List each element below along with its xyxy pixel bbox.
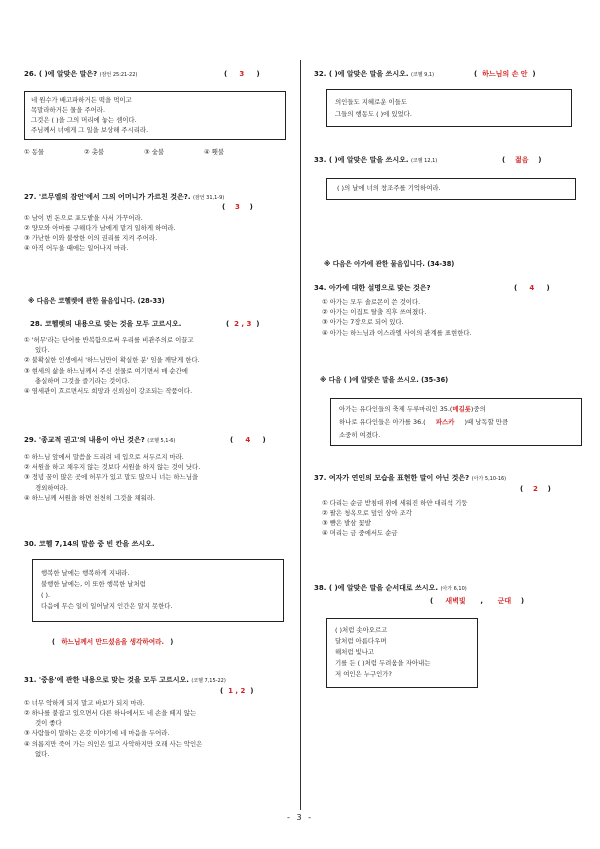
box-line: ( ). xyxy=(41,591,51,600)
question-title: '르무엘의 잠언'에서 그의 어머니가 가르친 것은?. xyxy=(38,193,191,201)
option-continued: 경외하여라. xyxy=(35,483,68,492)
option: ② 하나를 붙잡고 있으면서 다른 하나에서도 네 손을 떼지 않는 xyxy=(24,708,197,717)
box-line: 해처럼 빛나고 xyxy=(335,647,375,656)
scripture-box xyxy=(32,559,284,622)
option: ④ 아가는 하느님과 이스라엘 사이의 관계를 표현한다. xyxy=(322,328,472,337)
option: ② 팔은 청옥으로 덮인 상아 조각 xyxy=(322,508,412,517)
question-number: 38. xyxy=(314,584,327,592)
question-29: 29. '종교적 권고'의 내용이 아닌 것은? (코헬 5,1-6) ( 4 ) ① 하느님 앞에서 말씀을 드리려 네 입으로 서두르지 마라. ② 서원을 하고 채우지 않는 것보다 서원을 하지 않는 것이 낫다. ③ 정녕 꿈이 많은 곳에 허무가 있고 말도 많으니 너는 하느님을 경외하여라. ④ 하느님께 서원을 하면 천천히 그것을 채워라. xyxy=(24,436,286,503)
answer: 2 xyxy=(532,484,538,493)
option: ④ 하느님께 서원을 하면 천천히 그것을 채워라. xyxy=(24,493,156,502)
question-title: 여자가 연인의 모습을 표현한 말이 아닌 것은? xyxy=(328,474,470,482)
option: ③ 뺨은 발삼 꽃밭 xyxy=(322,519,371,527)
scripture-box xyxy=(326,618,478,688)
scripture-box xyxy=(24,91,286,141)
option-continued: 충실하며 그것을 즐기라는 것이다. xyxy=(35,376,130,385)
answer: 3 xyxy=(234,202,240,211)
question-number: 30. xyxy=(24,540,37,548)
scripture-ref: (코헬 7,15-22) xyxy=(191,678,226,684)
question-30 xyxy=(24,540,286,646)
question-title: ( )에 알맞은 말은? xyxy=(38,70,98,78)
option-continued: 것이 좋다 xyxy=(35,719,62,727)
question-title: '종교적 권고'의 내용이 아닌 것은? xyxy=(38,436,145,444)
option: ③ 사람들이 말하는 온갖 이야기에 네 마음을 두어라. xyxy=(24,729,170,738)
option: ① 아가는 모두 솔로몬이 쓴 것이다. xyxy=(322,297,421,306)
scripture-box xyxy=(326,178,576,200)
answer: 4 xyxy=(245,436,251,444)
option: ② 촛불 xyxy=(84,148,105,157)
question-number: 31. xyxy=(24,676,37,684)
box-line: 불행한 날에는, 이 또한 행복한 날처럼 xyxy=(41,579,146,588)
scripture-box xyxy=(326,89,572,127)
option: ① 다리는 순금 받침대 위에 세워진 하얀 대리석 기둥 xyxy=(322,498,468,507)
scripture-ref: (코헬 5,1-6) xyxy=(147,438,176,444)
question-33: 33. ( )에 알맞은 말을 쓰시오. (코헬 12,1) ( 젊음 ) ( )의 날에 너의 창조주를 기억하여라. xyxy=(314,156,576,200)
question-28: 28. 코헬렛의 내용으로 맞는 것을 모두 고르시오. ( 2 , 3 ) ① '허무'라는 단어를 반복함으로써 우리를 비관주의로 이끌고 있다. ② 불확실한 인생에서 '하느님만이 확실한 분' 임을 깨닫게 한다. ③ 현세의 삶을 하느님께서 주신 선물로 여기면서 매 순간에 충실하며 그것을 즐기라는 것이다. ④ 염세관이 흐르면서도 희망과 신뢰심이 강조되는 작품이다. xyxy=(30,320,292,396)
answer-2: 군대 xyxy=(497,596,512,605)
scripture-ref: (아가 6,10) xyxy=(440,586,467,592)
section-note: ※ 다음 ( )에 알맞은 말을 쓰시오. (35-36) xyxy=(320,376,449,384)
box-line: 주님께서 너에게 그 일을 보상해 주시리라. xyxy=(31,125,149,134)
scripture-ref: (잠언 25:21-22) xyxy=(99,72,138,78)
answer-35: 메길롯 xyxy=(452,405,471,413)
section-note: ※ 다음은 아가에 관한 물음입니다. (34-38) xyxy=(324,260,455,268)
option: ④ 의롭지만 죽어 가는 의인은 있고 사악하지만 오래 사는 악인은 xyxy=(24,739,203,748)
question-title: 아가에 대한 설명으로 맞는 것은? xyxy=(328,284,431,292)
question-title: ( )에 알맞은 말을 순서대로 쓰시오. xyxy=(328,584,438,592)
option: ④ 머리는 금 중에서도 순금 xyxy=(322,529,398,538)
option: ① 하느님 앞에서 말씀을 드리려 네 입으로 서두르지 마라. xyxy=(24,452,184,461)
box-line: 그들의 행동도 ( )에 있었다. xyxy=(335,109,412,118)
option: ③ 정녕 꿈이 많은 곳에 허무가 있고 말도 많으니 너는 하느님을 xyxy=(24,473,199,482)
question-title: 코헬렛의 내용으로 맞는 것을 모두 고르시오. xyxy=(44,320,182,328)
box-line: 네 원수가 배고파하거든 떡을 먹이고 xyxy=(31,95,132,104)
option: ② 양모와 아마를 구해다가 남에게 맡겨 일하게 하여라. xyxy=(24,223,176,232)
options xyxy=(24,148,286,156)
answer: 하느님께서 만드셨음을 생각하여라. xyxy=(61,637,164,646)
question-34: 34. 아가에 대한 설명으로 맞는 것은? ( 4 ) ① 아가는 모두 솔로몬이 쓴 것이다. ② 아가는 이집트 탈출 직후 쓰여졌다. ③ 아가는 7장으로 되어 있다. ④ 아가는 하느님과 이스라엘 사이의 관계를 표현한다. xyxy=(314,284,576,338)
option: ② 서원을 하고 채우지 않는 것보다 서원을 하지 않는 것이 낫다. xyxy=(24,463,201,471)
option-continued: 없다. xyxy=(35,749,50,758)
box-line: 의인들도 지혜로운 이들도 xyxy=(335,97,407,106)
question-31: 31. '중용'에 관한 내용으로 맞는 것을 모두 고르시오. (코헬 7,15-22) ( 1 , 2 ) ① 너무 악하게 되지 말고 바보가 되지 마라. ② 하나를 붙잡고 있으면서 다른 하나에서도 네 손을 떼지 않는 것이 좋다 ③ 사람들이 말하는 온갖 이야기에 네 마음을 두어라. ④ 의롭지만 죽어 가는 의인은 있고 사악하지만 오래 사는 악인은 없다. xyxy=(24,676,286,759)
option: ① 동물 xyxy=(24,148,45,157)
fill-in-box: 아가는 유다인들의 축제 두루마리인 35.(메길롯)중의 하나로 유다인들은 아가를 36.( 파스카 )때 낭독할 만큼 소중히 여겼다. xyxy=(330,398,582,446)
scripture-ref: (아가 5,10-16) xyxy=(471,476,507,482)
box-line: 달처럼 아름다우며 xyxy=(335,636,387,645)
box-line: 행복한 날에는 행복하게 지내라. xyxy=(41,568,130,577)
question-title: 코헬 7,14의 말씀 중 빈 칸을 쓰시오. xyxy=(38,540,155,548)
column-divider xyxy=(300,60,301,810)
option: ③ 현세의 삶을 하느님께서 주신 선물로 여기면서 매 순간에 xyxy=(24,366,188,375)
option: ④ 염세관이 흐르면서도 희망과 신뢰심이 강조되는 작품이다. xyxy=(24,387,193,395)
scripture-ref: (코헬 9,1) xyxy=(410,72,435,78)
question-26: 26. ( )에 알맞은 말은? (잠언 25:21-22) ( 3 ) 네 원수가 배고파하거든 떡을 먹이고 목말라하거든 물을 주어라. 그것은 ( )을 그의 머리에 놓는 셈이다. 주님께서 너에게 그 일을 보상해 주시리라. ① 동물 ② 촛불 ③ 숯불 ④ 횃불 xyxy=(24,70,286,156)
question-title: ( )에 알맞은 말을 쓰시오. xyxy=(328,70,409,78)
scripture-ref: (잠언 31,1-9) xyxy=(192,195,225,201)
question-number: 26. xyxy=(24,70,37,78)
box-line: 기를 든 ( )처럼 두려움을 자아내는 xyxy=(335,659,431,668)
answer: 젊음 xyxy=(514,156,529,164)
answer: 2 , 3 xyxy=(234,320,252,328)
box-line: 저 여인은 누구인가? xyxy=(335,670,392,679)
question-35-36 xyxy=(314,398,576,446)
box-line: ( )처럼 솟아오르고 xyxy=(335,625,388,634)
question-title: '중용'에 관한 내용으로 맞는 것을 모두 고르시오. xyxy=(38,676,189,684)
option: ④ 횃불 xyxy=(204,148,225,157)
option-continued: 있다. xyxy=(35,346,50,354)
option: ③ 숯불 xyxy=(144,148,165,157)
question-32: 32. ( )에 알맞은 말을 쓰시오. (코헬 9,1) ( 하느님의 손 안 ) 의인들도 지혜로운 이들도 그들의 행동도 ( )에 있었다. xyxy=(314,70,576,127)
question-number: 29. xyxy=(24,436,37,444)
box-line: 목말라하거든 물을 주어라. xyxy=(31,105,106,114)
question-27: 27. '르무엘의 잠언'에서 그의 어머니가 가르친 것은?. (잠언 31,1-9) ( 3 ) ① 남이 번 돈으로 포도밭을 사서 가꾸어라. ② 양모와 아마를 구해다가 남에게 맡겨 일하게 하여라. ③ 가난한 이와 불쌍한 이의 권리를 지켜 주어라. ④ 아직 어두울 때에는 일어나지 마라. xyxy=(24,193,286,254)
question-number: 34. xyxy=(314,284,327,292)
option: ② 아가는 이집트 탈출 직후 쓰여졌다. xyxy=(322,308,427,316)
answer-36: 파스카 xyxy=(435,417,455,426)
answer: 하느님의 손 안 xyxy=(482,70,528,78)
box-line: 그것은 ( )을 그의 머리에 놓는 셈이다. xyxy=(31,115,137,124)
answer: 3 xyxy=(239,70,245,78)
question-37: 37. 여자가 연인의 모습을 표현한 말이 아닌 것은? (아가 5,10-16) ( 2 ) ① 다리는 순금 받침대 위에 세워진 하얀 대리석 기둥 ② 팔은 청옥으로 덮인 상아 조각 ③ 뺨은 발삼 꽃밭 ④ 머리는 금 중에서도 순금 xyxy=(314,474,576,539)
scripture-ref: (코헬 12,1) xyxy=(410,158,438,164)
option: ④ 아직 어두울 때에는 일어나지 마라. xyxy=(24,244,129,253)
answer: 1 , 2 xyxy=(228,686,246,695)
option: ② 불확실한 인생에서 '하느님만이 확실한 분' 임을 깨닫게 한다. xyxy=(24,356,200,365)
question-number: 27. xyxy=(24,193,37,201)
option: ③ 가난한 이와 불쌍한 이의 권리를 지켜 주어라. xyxy=(24,234,158,242)
page-number: - 3 - xyxy=(287,813,313,822)
option: ① 너무 악하게 되지 말고 바보가 되지 마라. xyxy=(24,698,145,707)
question-title: ( )에 알맞은 말을 쓰시오. xyxy=(328,156,409,164)
box-line: ( )의 날에 너의 창조주를 기억하여라. xyxy=(337,183,441,192)
question-number: 33. xyxy=(314,156,327,164)
question-38: 38. ( )에 알맞은 말을 순서대로 쓰시오. (아가 6,10) ( 새벽빛 , 군대 ) ( )처럼 솟아오르고 달처럼 아름다우며 해처럼 빛나고 기를 든 ( )처럼 두려움을 자아내는 저 여인은 누구인가? xyxy=(314,584,576,688)
section-note: ※ 다음은 코헬렛에 관한 물음입니다. (28-33) xyxy=(28,297,165,305)
answer-1: 새벽빛 xyxy=(445,596,466,605)
question-number: 28. xyxy=(30,320,43,328)
option: ③ 아가는 7장으로 되어 있다. xyxy=(322,318,404,327)
question-number: 32. xyxy=(314,70,327,78)
question-number: 37. xyxy=(314,474,327,482)
option: ① 남이 번 돈으로 포도밭을 사서 가꾸어라. xyxy=(24,213,143,222)
option: ① '허무'라는 단어를 반복함으로써 우리를 비관주의로 이끌고 xyxy=(24,335,194,344)
box-line: 다음에 무슨 일이 일어날지 인간은 알지 못한다. xyxy=(41,602,173,611)
answer: 4 xyxy=(529,284,535,292)
answer-line: ( 하느님께서 만드셨음을 생각하여라. ) xyxy=(52,637,174,646)
